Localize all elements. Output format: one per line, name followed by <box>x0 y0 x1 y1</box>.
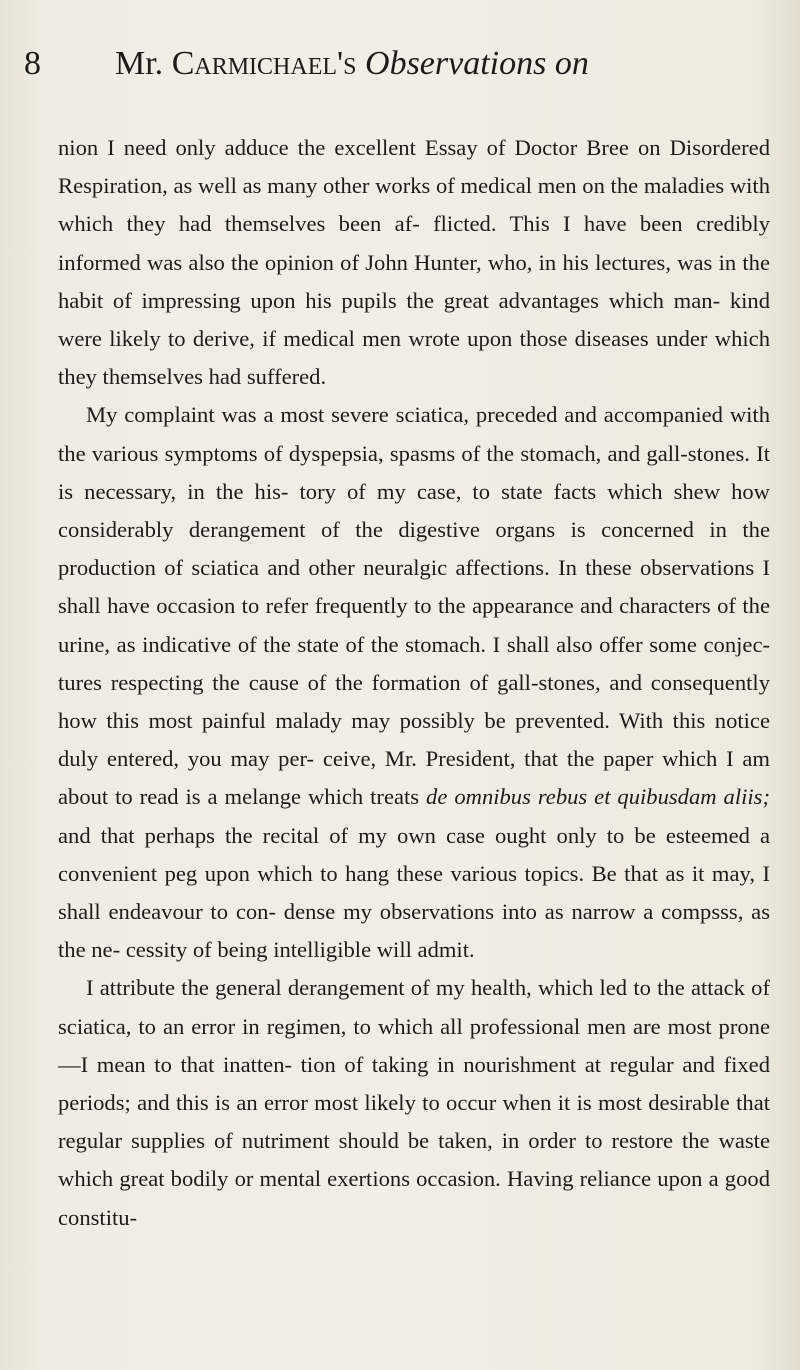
page-header <box>0 40 800 86</box>
page-number: 8 <box>24 45 41 82</box>
paragraph-1-text: nion I need only adduce the excellent Essay of Doctor Bree on Disordered Respiration, as well as many other works of medical men on the maladies with which they had themselves been af- flicted. This I have been credibly informed was also the opinion of John Hunter, who, in his lectures, was in the habit of impressing upon his pupils the great advantages which man- kind were likely to derive, if medical men wrote upon those diseases under which they themselves had suffered. <box>58 135 770 390</box>
paragraph-3 <box>58 969 770 1236</box>
paragraph-3-text: I attribute the general derangement of my health, which led to the attack of sciatica, to an error in regimen, to which all professional men are most prone—I mean to that inatten- tion of taking in nourishment at regular and fixed periods; and this is an error most likely to occur when it is most desirable that regular supplies of nutriment should be taken, in order to restore the waste which great bodily or mental exertions occasion. Having reliance upon a good constitu- <box>58 975 770 1230</box>
paragraph-2 <box>58 396 770 969</box>
body-text <box>58 129 770 1237</box>
running-title-name: Carmichael's <box>171 45 357 82</box>
paragraph-2-text-a: My complaint was a most severe sciatica, preceded and accompanied with the various symptoms of dyspepsia, spasms of the stomach, and gall-stones. It is necessary, in the his- tory of my case, to state facts which shew how considerably derangement of the digestive organs is concerned in the production of sciatica and other neuralgic affections. In these observations I shall have occasion to refer frequently to the appearance and characters of the urine, as indicative of the state of the stomach. I shall also offer some conjec- tures respecting the cause of the formation of gall-stones, and consequently how this most painful malady may possibly be prevented. With this notice duly entered, you may per- ceive, Mr. President, that the paper which I am about to read is a melange which treats <box>58 402 770 810</box>
paragraph-1 <box>58 129 770 396</box>
running-title-prefix: Mr. <box>115 45 172 82</box>
running-title <box>115 44 589 84</box>
running-title-italic: Observations on <box>365 45 589 82</box>
latin-phrase: de omnibus rebus et quibusdam aliis; <box>426 784 770 810</box>
paragraph-2-text-b: and that perhaps the recital of my own case ought only to be esteemed a convenient peg upon which to hang these various topics. Be that as it may, I shall endeavour to con- dense my observations into as narrow a compsss, as the ne- cessity of being intelligible will admit. <box>58 822 770 963</box>
